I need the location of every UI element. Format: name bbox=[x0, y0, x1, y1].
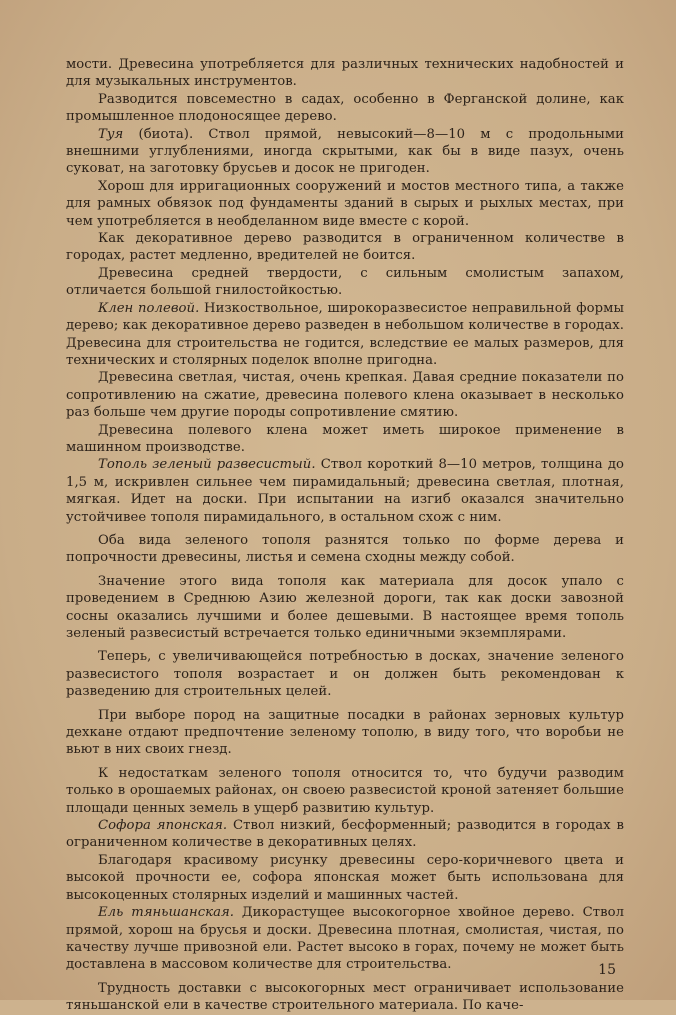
paragraph: Древесина светлая, чистая, очень крепкая. Давая средние показатели по сопротивлению на сжатие, древесина полевого клена оказывает в несколько раз больше чем другие породы сопротивление смятию. bbox=[66, 370, 624, 421]
paragraph-tuya: Туя (биота). Ствол прямой, невысокий—8—10 м с продольными внешними углублениями, иногда скрытыми, как бы в виде пазух, очень суковат, на заготовку брусьев и досок не пригоден. bbox=[66, 126, 624, 177]
paragraph: Трудность доставки с высокогорных мест ограничивает использование тяньшанской ели в качестве строительного материала. По каче- bbox=[66, 980, 624, 1014]
paragraph: Разводится повсеместно в садах, особенно в Ферганской долине, как промышленное плодоносящее дерево. bbox=[66, 91, 624, 125]
paragraph: К недостаткам зеленого тополя относится то, что будучи разводим только в орошаемых районах, он своею развесистой кроной затеняет большие площади ценных земель в ущерб развитию культур. bbox=[66, 765, 624, 816]
paragraph: Как декоративное дерево разводится в ограниченном количестве в городах, растет медленно, вредителей не боится. bbox=[66, 231, 624, 264]
paragraph: Хорош для ирригационных сооружений и мостов местного типа, а также для рамных обвязок под фундаменты зданий в сырых и рыхлых местах, при чем употребляется в необделанном виде вместе с корой. bbox=[66, 178, 624, 229]
paragraph-topol-zeleny: Тополь зеленый развесистый. Ствол короткий 8—10 метров, толщина до 1,5 м, искривлен сильнее чем пирамидальный; древесина светлая, плотная, мягкая. Идет на доски. При испытании на изгиб оказался значительно устойчивее тополя пирамидального, в остальном схож с ним. bbox=[66, 457, 624, 525]
paragraph: мости. Древесина употребляется для различных технических надобностей и для музыкальных инструментов. bbox=[66, 57, 624, 90]
paragraph: Благодаря красивому рисунку древесины серо-коричневого цвета и высокой прочности ее, софора японская может быть использована для высокоценных столярных изделий и машинных частей. bbox=[66, 852, 624, 903]
paragraph-el-tyanshanskaya: Ель тяньшанская. Дикорастущее высокогорное хвойное дерево. Ствол прямой, хорош на брусья и доски. Древесина плотная, смолистая, чистая, по качеству лучше привозной ели. Растет высоко в горах, почему не может быть доставлена в массовом количестве для строительства. bbox=[66, 905, 624, 973]
paragraph: Древесина полевого клена может иметь широкое применение в машинном производстве. bbox=[66, 422, 624, 455]
paragraph: Оба вида зеленого тополя разнятся только по форме дерева и попрочности древесины, листья и семена сходны между собой. bbox=[66, 532, 624, 566]
paragraph: Значение этого вида тополя как материала для досок упало с проведением в Среднюю Азию железной дороги, так как доски завозной сосны оказались лучшими и более дешевыми. В настоящее время тополь зеленый развесистый встречается только единичными экземплярами. bbox=[66, 573, 624, 641]
paragraph-sofora-yaponskaya: Софора японская. Ствол низкий, бесформенный; разводится в городах в ограниченном количестве в декоративных целях. bbox=[66, 818, 624, 851]
page-number: 15 bbox=[598, 962, 616, 978]
paragraph: При выборе пород на защитные посадки в районах зерновых культур дехкане отдают предпочтение зеленому тополю, в виду того, что воробьи не вьют в них своих гнезд. bbox=[66, 707, 624, 758]
paragraph-klen-polevoy: Клен полевой. Низкоствольное, широкоразвесистое неправильной формы дерево; как декоративное дерево разведен в небольшом количестве в городах. Древесина для строительства не годится, вследствие ее малых размеров, для технических и столярных поделок вполне пригодна. bbox=[66, 300, 624, 368]
paragraph: Древесина средней твердости, с сильным смолистым запахом, отличается большой гнилостойкостью. bbox=[66, 265, 624, 299]
paragraph: Теперь, с увеличивающейся потребностью в досках, значение зеленого развесистого тополя возрастает и он должен быть рекомендован к разведению для строительных целей. bbox=[66, 649, 624, 700]
